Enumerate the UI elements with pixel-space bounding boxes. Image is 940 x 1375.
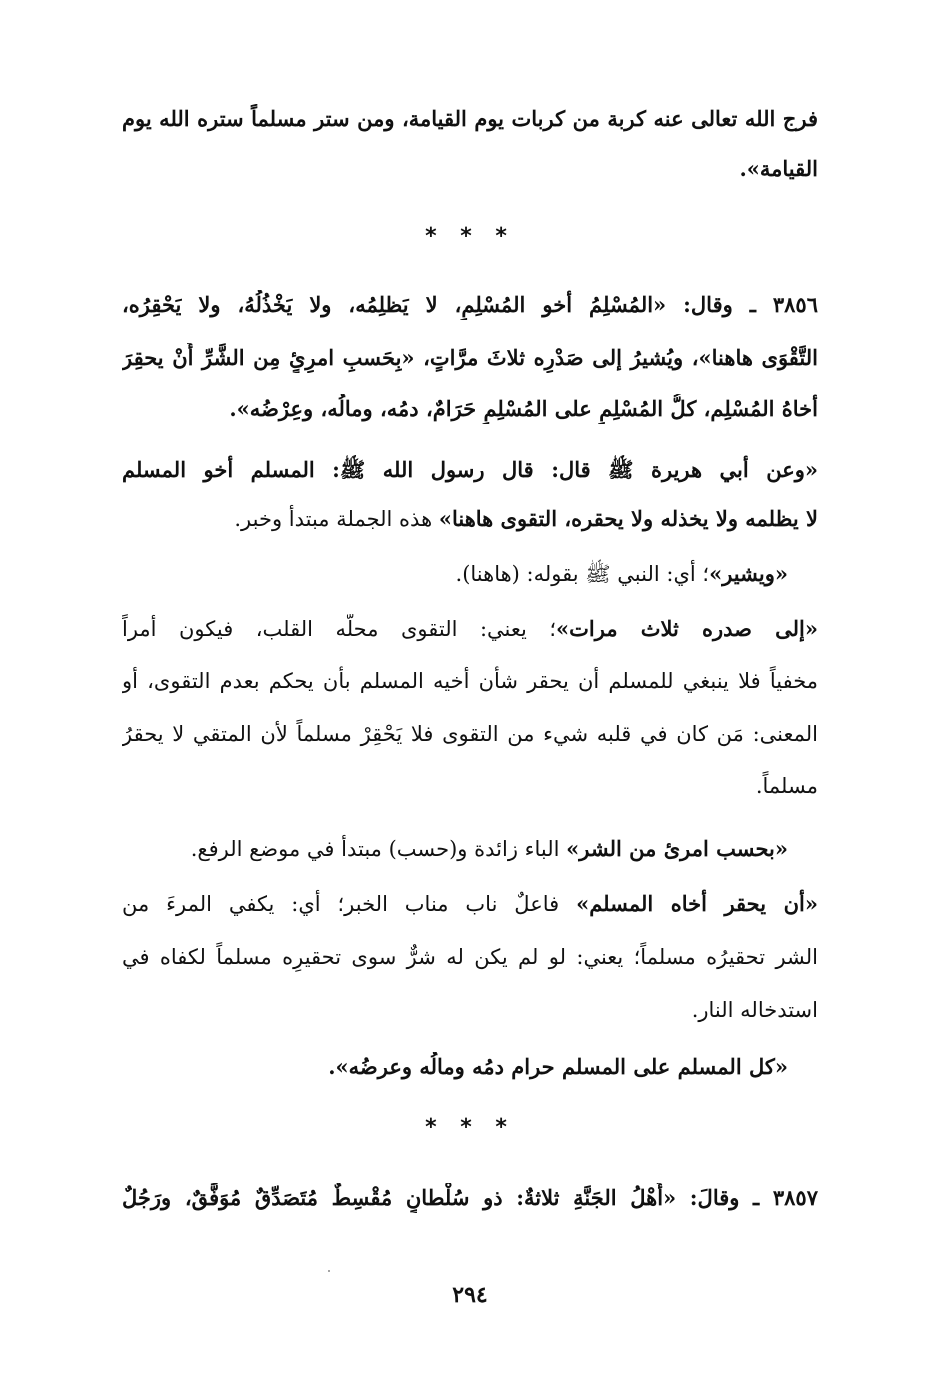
explanation-text: ؛ أي: النبي ﷺ بقوله: (هاهنا). xyxy=(455,562,710,586)
commentary-line xyxy=(122,889,818,919)
commentary-line: الشر تحقيرُه مسلماً؛ يعني: لو لم يكن له شرٌّ سوى تحقيرِه مسلماً لكفاه في xyxy=(122,945,818,969)
commentary-line xyxy=(122,1052,818,1082)
print-speck xyxy=(328,1270,330,1272)
commentary-line: استدخاله النار. xyxy=(691,998,818,1022)
commentary-line xyxy=(122,559,818,589)
hadith-line: ٣٨٥٦ ـ وقال: «المُسْلِمُ أخو المُسْلِمِ، لا يَظلِمُه، ولا يَخْذُلُهُ، ولا يَحْقِرُه، xyxy=(122,292,818,317)
commentary-line: مسلماً. xyxy=(755,774,818,798)
quoted-phrase: «أن يحقر أخاه المسلم» xyxy=(576,891,818,916)
commentary-line xyxy=(122,504,818,534)
commentary-line: «وعن أبي هريرة ﷺ قال: قال رسول الله ﷺ: المسلم أخو المسلم xyxy=(122,457,818,482)
quoted-phrase: لا يظلمه ولا يخذله ولا يحقره، التقوى هاهنا» xyxy=(438,506,818,531)
explanation-text: فاعلٌ ناب مناب الخبر؛ أي: يكفي المرءَ من xyxy=(122,892,577,916)
quoted-phrase: «ويشير» xyxy=(709,561,788,586)
quoted-phrase: «إلى صدره ثلاث مرات» xyxy=(556,616,818,641)
commentary-line: المعنى: مَن كان في قلبه شيء من التقوى فلا يَحْقِرْ مسلماً لأن المتقي لا يحقرُ xyxy=(122,722,818,746)
hadith-line: ٣٨٥٧ ـ وقالَ: «أَهْلُ الجَنَّةِ ثلاثةٌ: ذو سُلْطانٍ مُقْسِطٌ مُتَصَدِّقٌ مُوَفَّقٌ، ورَجُلٌ xyxy=(122,1185,818,1210)
text-line: القيامة». xyxy=(739,156,818,181)
section-separator: * * * xyxy=(425,1115,515,1140)
commentary-line xyxy=(122,614,818,644)
explanation-text: ؛ يعني: التقوى محلُّه القلب، فيكون أمراً xyxy=(122,617,557,641)
page-number: ٢٩٤ xyxy=(452,1282,488,1308)
quoted-phrase: «كل المسلم على المسلم حرام دمُه ومالُه وعرضُه». xyxy=(328,1054,788,1079)
hadith-line: أخاهُ المُسْلِم، كلُّ المُسْلِمِ على المُسْلِمِ حَرَامٌ، دمُه، ومالُه، وعِرْضُه». xyxy=(229,396,818,421)
section-separator: * * * xyxy=(425,224,515,249)
text-line: فرج الله تعالى عنه كربة من كربات يوم القيامة، ومن ستر مسلماً ستره الله يوم xyxy=(122,106,818,131)
quoted-phrase: «بحسب امرئ من الشر» xyxy=(566,836,788,861)
commentary-line: مخفياً فلا ينبغي للمسلم أن يحقر شأن أخيه المسلم بأن يحكم بعدم التقوى، أو xyxy=(122,669,818,693)
hadith-line: التَّقْوَى هاهنا»، ويُشيرُ إلى صَدْرِه ثلاثَ مرَّاتٍ، «بِحَسبِ امرِئٍ مِن الشَّرِّ أَنْ يحقِرَ xyxy=(122,345,818,370)
commentary-line xyxy=(122,834,818,864)
explanation-text: هذه الجملة مبتدأ وخبر. xyxy=(234,507,439,531)
explanation-text: الباء زائدة و(حسب) مبتدأ في موضع الرفع. xyxy=(190,837,567,861)
